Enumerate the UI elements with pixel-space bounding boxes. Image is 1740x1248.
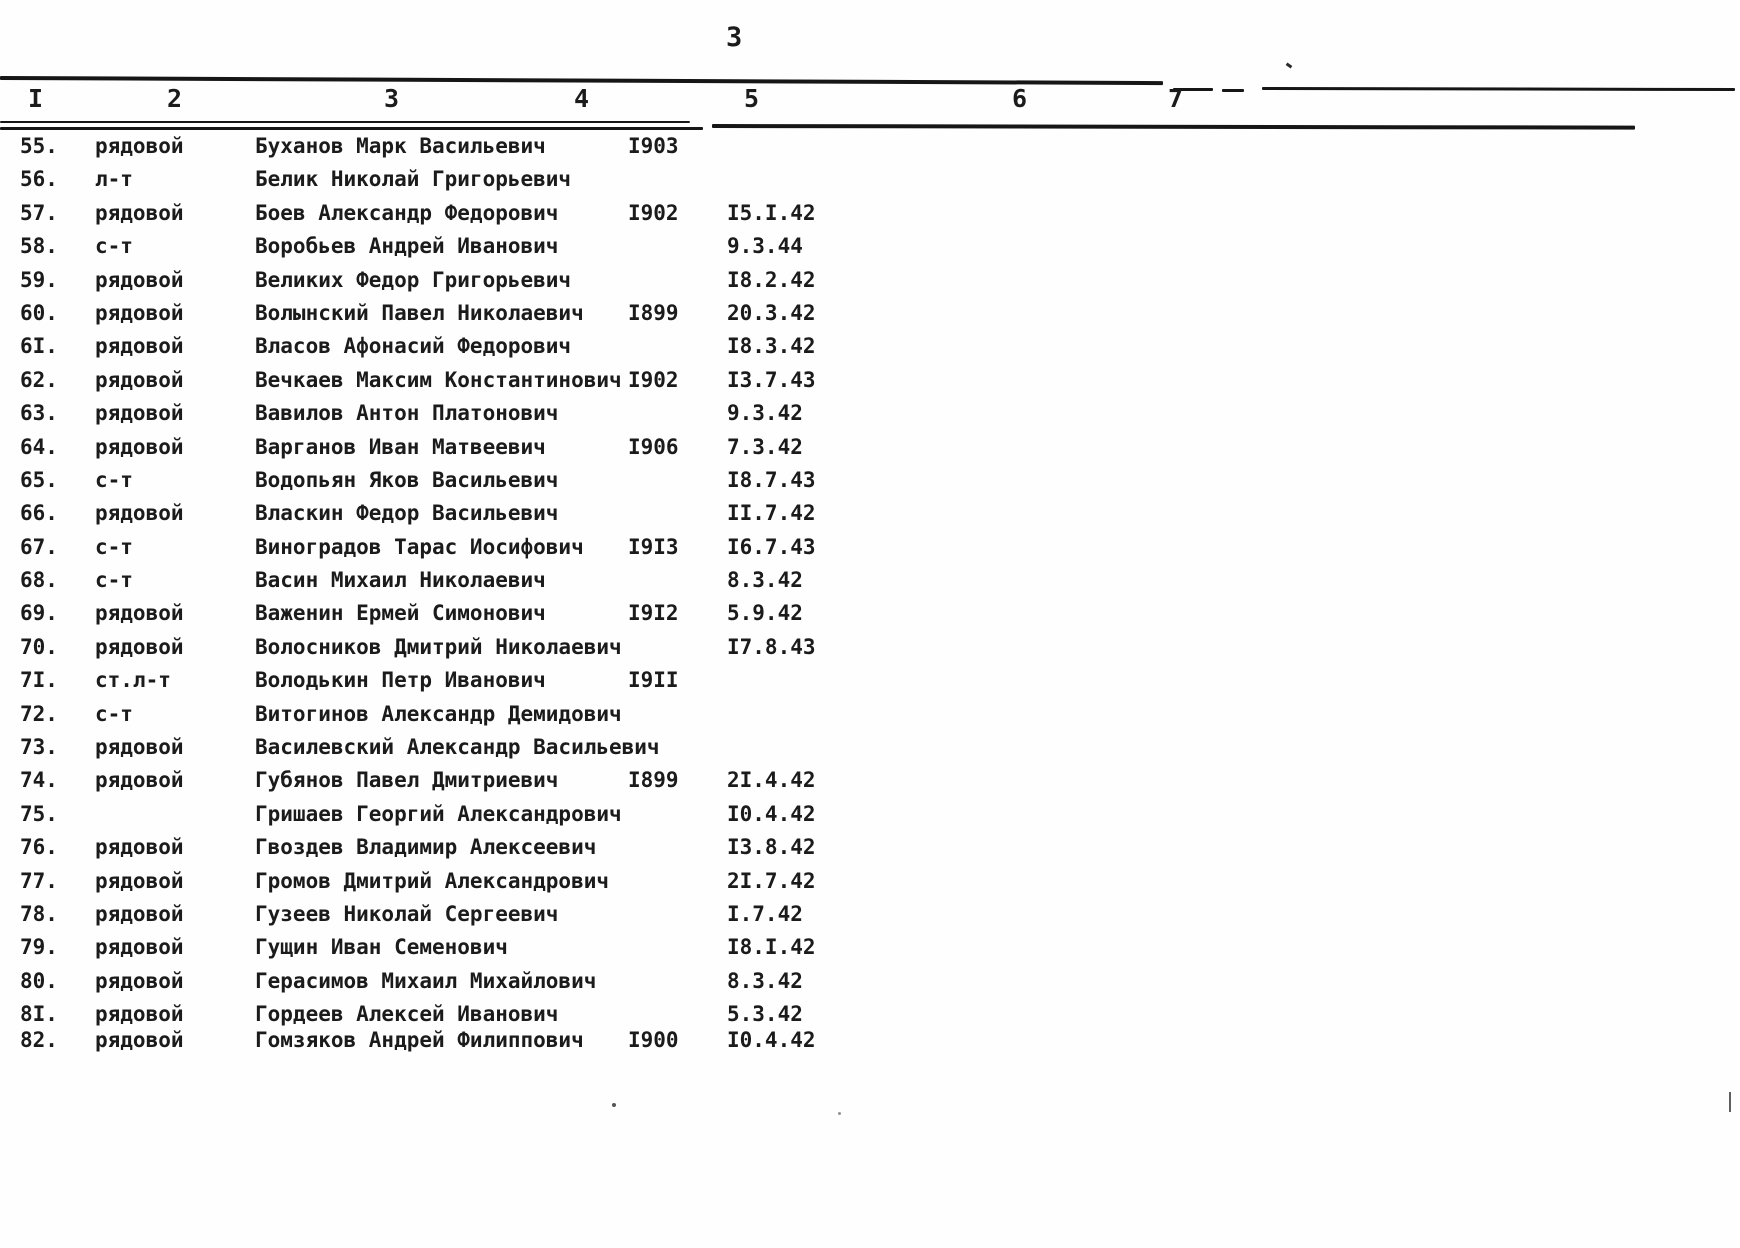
row-name: Герасимов Михаил Михайлович xyxy=(255,968,597,993)
row-name: Водопьян Яков Васильевич xyxy=(255,467,559,492)
row-rank: рядовой xyxy=(95,835,184,860)
row-birth-year: I902 xyxy=(628,367,679,392)
scan-speck xyxy=(1286,63,1293,69)
row-number: 82. xyxy=(20,1027,58,1052)
row-number: 72. xyxy=(20,701,58,726)
row-name: Власкин Федор Васильевич xyxy=(255,501,559,526)
table-row xyxy=(0,735,1740,768)
table-body xyxy=(0,134,1740,1061)
row-number: 7I. xyxy=(20,668,58,693)
table-row xyxy=(0,902,1740,935)
row-rank: с-т xyxy=(95,234,133,259)
column-header-3: 3 xyxy=(384,84,400,113)
row-rank: рядовой xyxy=(95,434,184,459)
table-row xyxy=(0,134,1740,167)
table-row xyxy=(0,234,1740,267)
row-name: Гришаев Георгий Александрович xyxy=(255,801,622,826)
table-row xyxy=(0,869,1740,902)
row-name: Волосников Дмитрий Николаевич xyxy=(255,634,622,659)
row-number: 73. xyxy=(20,735,58,760)
table-row xyxy=(0,368,1740,401)
row-number: 8I. xyxy=(20,1002,58,1027)
table-row xyxy=(0,401,1740,434)
row-date: 8.3.42 xyxy=(727,968,803,993)
row-number: 58. xyxy=(20,234,58,259)
table-row xyxy=(0,635,1740,668)
scan-speck xyxy=(1729,1092,1731,1112)
row-number: 55. xyxy=(20,134,58,158)
row-rank: рядовой xyxy=(95,1002,184,1027)
table-row xyxy=(0,501,1740,534)
row-number: 69. xyxy=(20,601,58,626)
row-rank: рядовой xyxy=(95,300,184,325)
row-rank: рядовой xyxy=(95,601,184,626)
row-birth-year: I9I2 xyxy=(628,601,679,626)
table-row xyxy=(0,1028,1740,1061)
row-name: Василевский Александр Васильевич xyxy=(255,735,660,760)
header-rule-top-right xyxy=(1262,87,1735,91)
row-number: 80. xyxy=(20,968,58,993)
row-name: Волынский Павел Николаевич xyxy=(255,300,584,325)
table-row xyxy=(0,201,1740,234)
row-date: 7.3.42 xyxy=(727,434,803,459)
row-date: 5.3.42 xyxy=(727,1002,803,1027)
row-rank: рядовой xyxy=(95,735,184,760)
row-name: Васин Михаил Николаевич xyxy=(255,568,546,593)
row-date: I3.8.42 xyxy=(727,835,816,860)
column-header-5: 5 xyxy=(744,84,760,113)
row-name: Боев Александр Федорович xyxy=(255,200,559,225)
row-name: Гвоздев Владимир Алексеевич xyxy=(255,835,597,860)
column-header-7: 7 xyxy=(1168,84,1184,113)
row-name: Варганов Иван Матвеевич xyxy=(255,434,546,459)
row-number: 67. xyxy=(20,534,58,559)
row-name: Витогинов Александр Демидович xyxy=(255,701,622,726)
row-number: 6I. xyxy=(20,334,58,359)
row-name: Громов Дмитрий Александрович xyxy=(255,868,610,893)
row-date: 5.9.42 xyxy=(727,601,803,626)
table-row xyxy=(0,301,1740,334)
row-number: 76. xyxy=(20,835,58,860)
row-name: Губянов Павел Дмитриевич xyxy=(255,768,559,793)
row-birth-year: I899 xyxy=(628,768,679,793)
row-number: 78. xyxy=(20,901,58,926)
row-rank: рядовой xyxy=(95,134,184,158)
row-rank: л-т xyxy=(95,167,133,192)
row-date: I7.8.43 xyxy=(727,634,816,659)
row-name: Виноградов Тарас Иосифович xyxy=(255,534,584,559)
row-rank: с-т xyxy=(95,467,133,492)
row-rank: рядовой xyxy=(95,935,184,960)
row-name: Воробьев Андрей Иванович xyxy=(255,234,559,259)
row-date: 2I.4.42 xyxy=(727,768,816,793)
row-rank: рядовой xyxy=(95,634,184,659)
row-number: 62. xyxy=(20,367,58,392)
row-name: Власов Афонасий Федорович xyxy=(255,334,572,359)
row-rank: с-т xyxy=(95,534,133,559)
row-rank: рядовой xyxy=(95,200,184,225)
table-row xyxy=(0,768,1740,801)
row-name: Вавилов Антон Платонович xyxy=(255,401,559,426)
row-rank: с-т xyxy=(95,568,133,593)
header-rule-bottom-right xyxy=(712,124,1635,130)
row-birth-year: I906 xyxy=(628,434,679,459)
row-rank: рядовой xyxy=(95,968,184,993)
row-name: Гузеев Николай Сергеевич xyxy=(255,901,559,926)
row-date: I0.4.42 xyxy=(727,1027,816,1052)
row-number: 75. xyxy=(20,801,58,826)
row-name: Гордеев Алексей Иванович xyxy=(255,1002,559,1027)
column-header-1: I xyxy=(28,84,44,113)
row-date: I.7.42 xyxy=(727,901,803,926)
row-date: 2I.7.42 xyxy=(727,868,816,893)
row-name: Гущин Иван Семенович xyxy=(255,935,508,960)
row-name: Вечкаев Максим Константинович xyxy=(255,367,622,392)
row-number: 74. xyxy=(20,768,58,793)
row-rank: рядовой xyxy=(95,768,184,793)
page-number: 3 xyxy=(726,22,743,53)
row-date: I8.3.42 xyxy=(727,334,816,359)
row-number: 70. xyxy=(20,634,58,659)
row-date: I6.7.43 xyxy=(727,534,816,559)
table-row xyxy=(0,167,1740,200)
row-number: 60. xyxy=(20,300,58,325)
row-rank: рядовой xyxy=(95,267,184,292)
row-number: 57. xyxy=(20,200,58,225)
row-birth-year: I902 xyxy=(628,200,679,225)
row-date: I3.7.43 xyxy=(727,367,816,392)
scan-speck xyxy=(612,1103,616,1107)
row-date: 8.3.42 xyxy=(727,568,803,593)
row-rank: рядовой xyxy=(95,901,184,926)
row-name: Буханов Марк Васильевич xyxy=(255,134,546,158)
row-rank: рядовой xyxy=(95,401,184,426)
row-rank: рядовой xyxy=(95,334,184,359)
row-birth-year: I9II xyxy=(628,668,679,693)
table-row xyxy=(0,334,1740,367)
row-date: I8.7.43 xyxy=(727,467,816,492)
row-rank: рядовой xyxy=(95,1027,184,1052)
row-date: I8.I.42 xyxy=(727,935,816,960)
row-date: 9.3.42 xyxy=(727,401,803,426)
table-row xyxy=(0,568,1740,601)
row-number: 77. xyxy=(20,868,58,893)
row-rank: ст.л-т xyxy=(95,668,171,693)
table-row xyxy=(0,268,1740,301)
table-row xyxy=(0,969,1740,1002)
row-name: Важенин Ермей Симонович xyxy=(255,601,546,626)
table-row xyxy=(0,935,1740,968)
table-row xyxy=(0,468,1740,501)
row-birth-year: I900 xyxy=(628,1027,679,1052)
row-rank: рядовой xyxy=(95,868,184,893)
row-date: 9.3.44 xyxy=(727,234,803,259)
header-rule-top-dash xyxy=(1222,89,1244,92)
row-date: 20.3.42 xyxy=(727,300,816,325)
table-row xyxy=(0,702,1740,735)
table-row xyxy=(0,435,1740,468)
table-row xyxy=(0,535,1740,568)
row-name: Белик Николай Григорьевич xyxy=(255,167,572,192)
row-number: 59. xyxy=(20,267,58,292)
row-birth-year: I903 xyxy=(628,134,679,158)
row-name: Великих Федор Григорьевич xyxy=(255,267,572,292)
row-number: 63. xyxy=(20,401,58,426)
row-date: I5.I.42 xyxy=(727,200,816,225)
header-rule-bottom xyxy=(0,121,690,123)
column-header-2: 2 xyxy=(167,84,183,113)
column-header-4: 4 xyxy=(574,84,590,113)
row-rank: с-т xyxy=(95,701,133,726)
row-rank: рядовой xyxy=(95,367,184,392)
row-number: 65. xyxy=(20,467,58,492)
table-row xyxy=(0,802,1740,835)
row-number: 56. xyxy=(20,167,58,192)
row-number: 64. xyxy=(20,434,58,459)
scan-speck xyxy=(838,1112,841,1115)
row-number: 79. xyxy=(20,935,58,960)
header-rule-bottom xyxy=(0,127,703,130)
table-row xyxy=(0,668,1740,701)
row-rank: рядовой xyxy=(95,501,184,526)
row-date: I8.2.42 xyxy=(727,267,816,292)
row-number: 66. xyxy=(20,501,58,526)
row-number: 68. xyxy=(20,568,58,593)
row-name: Володькин Петр Иванович xyxy=(255,668,546,693)
column-header-6: 6 xyxy=(1012,84,1028,113)
table-row xyxy=(0,601,1740,634)
row-date: I0.4.42 xyxy=(727,801,816,826)
row-birth-year: I9I3 xyxy=(628,534,679,559)
row-birth-year: I899 xyxy=(628,300,679,325)
table-row xyxy=(0,835,1740,868)
row-name: Гомзяков Андрей Филиппович xyxy=(255,1027,584,1052)
row-date: II.7.42 xyxy=(727,501,816,526)
